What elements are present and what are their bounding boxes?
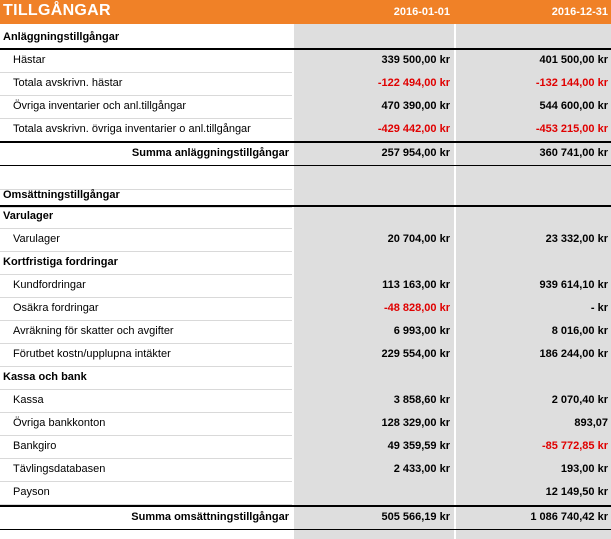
value-2016-12-31[interactable] [456, 366, 608, 389]
section-border-line [0, 205, 611, 207]
table-row [0, 95, 611, 118]
sum-row [0, 142, 611, 165]
row-label[interactable]: Kassa [13, 394, 44, 406]
value-2016-01-01[interactable]: 339 500,00 kr [381, 54, 450, 66]
value-2016-01-01[interactable]: 20 704,00 kr [387, 233, 450, 245]
column-header-date-1[interactable]: 2016-01-01 [393, 6, 450, 18]
value-2016-12-31[interactable] [456, 184, 608, 207]
subsection-header-row [0, 251, 611, 274]
value-2016-12-31[interactable]: 12 149,50 kr [545, 486, 608, 498]
value-2016-01-01[interactable]: 470 390,00 kr [381, 100, 450, 112]
section-border-line [0, 141, 611, 143]
row-label[interactable]: Varulager [3, 210, 54, 222]
table-row [0, 412, 611, 435]
value-2016-01-01[interactable]: 3 858,60 kr [393, 394, 450, 406]
row-label[interactable]: Totala avskrivn. övriga inventarier o anl.tillgångar [13, 123, 251, 135]
table-row [0, 49, 611, 72]
sheet-title: TILLGÅNGAR [3, 2, 111, 19]
table-row [0, 118, 611, 141]
table-row [0, 435, 611, 458]
row-label[interactable]: Tävlingsdatabasen [13, 463, 106, 475]
value-2016-01-01[interactable]: 505 566,19 kr [381, 511, 450, 523]
value-2016-01-01[interactable]: -122 494,00 kr [377, 77, 450, 89]
value-2016-01-01[interactable]: 257 954,00 kr [381, 147, 450, 159]
row-label[interactable]: Summa anläggningstillgångar [131, 147, 289, 159]
row-label[interactable]: Varulager [13, 233, 60, 245]
row-label[interactable]: Payson [13, 486, 50, 498]
row-label[interactable]: Kassa och bank [3, 371, 87, 383]
value-2016-12-31[interactable]: 401 500,00 kr [539, 54, 608, 66]
value-2016-12-31[interactable]: 2 070,40 kr [551, 394, 608, 406]
table-row [0, 72, 611, 95]
header-bar [0, 0, 611, 24]
row-label[interactable]: Förutbet kostn/upplupna intäkter [13, 348, 171, 360]
row-label[interactable]: Totala avskrivn. hästar [13, 77, 123, 89]
value-2016-12-31[interactable]: 8 016,00 kr [551, 325, 608, 337]
row-label[interactable]: Hästar [13, 54, 46, 66]
row-label[interactable]: Bankgiro [13, 440, 57, 452]
value-2016-01-01[interactable] [294, 26, 450, 49]
value-2016-12-31[interactable]: 544 600,00 kr [539, 100, 608, 112]
row-label[interactable]: Övriga inventarier och anl.tillgångar [13, 100, 187, 112]
value-2016-01-01[interactable]: 49 359,59 kr [387, 440, 450, 452]
row-label[interactable]: Kundfordringar [13, 279, 86, 291]
sum-row [0, 506, 611, 529]
section-border-line [0, 165, 611, 166]
value-2016-12-31[interactable] [456, 205, 608, 228]
section-border-line [0, 48, 611, 50]
value-2016-12-31[interactable] [456, 26, 608, 49]
value-2016-01-01[interactable]: -48 828,00 kr [383, 302, 450, 314]
value-2016-12-31[interactable]: -132 144,00 kr [535, 77, 608, 89]
row-label[interactable]: Omsättningstillgångar [3, 189, 120, 201]
value-2016-01-01[interactable] [294, 251, 450, 274]
row-label[interactable]: Osäkra fordringar [13, 302, 99, 314]
value-2016-12-31[interactable]: 23 332,00 kr [545, 233, 608, 245]
section-header-row [0, 184, 611, 207]
table-row [0, 458, 611, 481]
value-2016-01-01[interactable] [294, 481, 450, 504]
value-2016-01-01[interactable]: 2 433,00 kr [393, 463, 450, 475]
value-2016-01-01[interactable] [294, 205, 450, 228]
table-row [0, 481, 611, 504]
value-2016-12-31[interactable]: - kr [590, 302, 608, 314]
value-2016-12-31[interactable]: 193,00 kr [560, 463, 608, 475]
value-2016-12-31[interactable]: 1 086 740,42 kr [530, 511, 608, 523]
row-label[interactable]: Kortfristiga fordringar [3, 256, 118, 268]
row-label[interactable]: Avräkning för skatter och avgifter [13, 325, 174, 337]
value-2016-01-01[interactable]: 229 554,00 kr [381, 348, 450, 360]
value-2016-12-31[interactable]: 186 244,00 kr [539, 348, 608, 360]
value-2016-12-31[interactable]: 939 614,10 kr [539, 279, 608, 291]
value-2016-01-01[interactable] [294, 366, 450, 389]
table-row [0, 320, 611, 343]
row-label[interactable]: Anläggningstillgångar [3, 31, 120, 43]
value-2016-12-31[interactable]: -85 772,85 kr [541, 440, 608, 452]
table-row [0, 343, 611, 366]
value-2016-12-31[interactable]: -453 215,00 kr [535, 123, 608, 135]
table-row [0, 389, 611, 412]
table-row [0, 274, 611, 297]
table-row [0, 297, 611, 320]
column-header-date-2[interactable]: 2016-12-31 [551, 6, 608, 18]
row-label[interactable]: Övriga bankkonton [13, 417, 106, 429]
value-2016-01-01[interactable]: 113 163,00 kr [382, 279, 450, 291]
value-2016-01-01[interactable]: 6 993,00 kr [393, 325, 450, 337]
subsection-header-row [0, 366, 611, 389]
value-2016-01-01[interactable]: 128 329,00 kr [381, 417, 450, 429]
section-border-line [0, 505, 611, 507]
row-label[interactable]: Summa omsättningstillgångar [131, 511, 289, 523]
subsection-header-row [0, 205, 611, 228]
value-2016-12-31[interactable] [456, 251, 608, 274]
value-2016-12-31[interactable]: 893,07 [574, 417, 608, 429]
table-row [0, 228, 611, 251]
section-header-row [0, 26, 611, 49]
value-2016-01-01[interactable]: -429 442,00 kr [377, 123, 450, 135]
value-2016-12-31[interactable]: 360 741,00 kr [539, 147, 608, 159]
section-border-line [0, 529, 611, 530]
value-2016-01-01[interactable] [294, 184, 450, 207]
